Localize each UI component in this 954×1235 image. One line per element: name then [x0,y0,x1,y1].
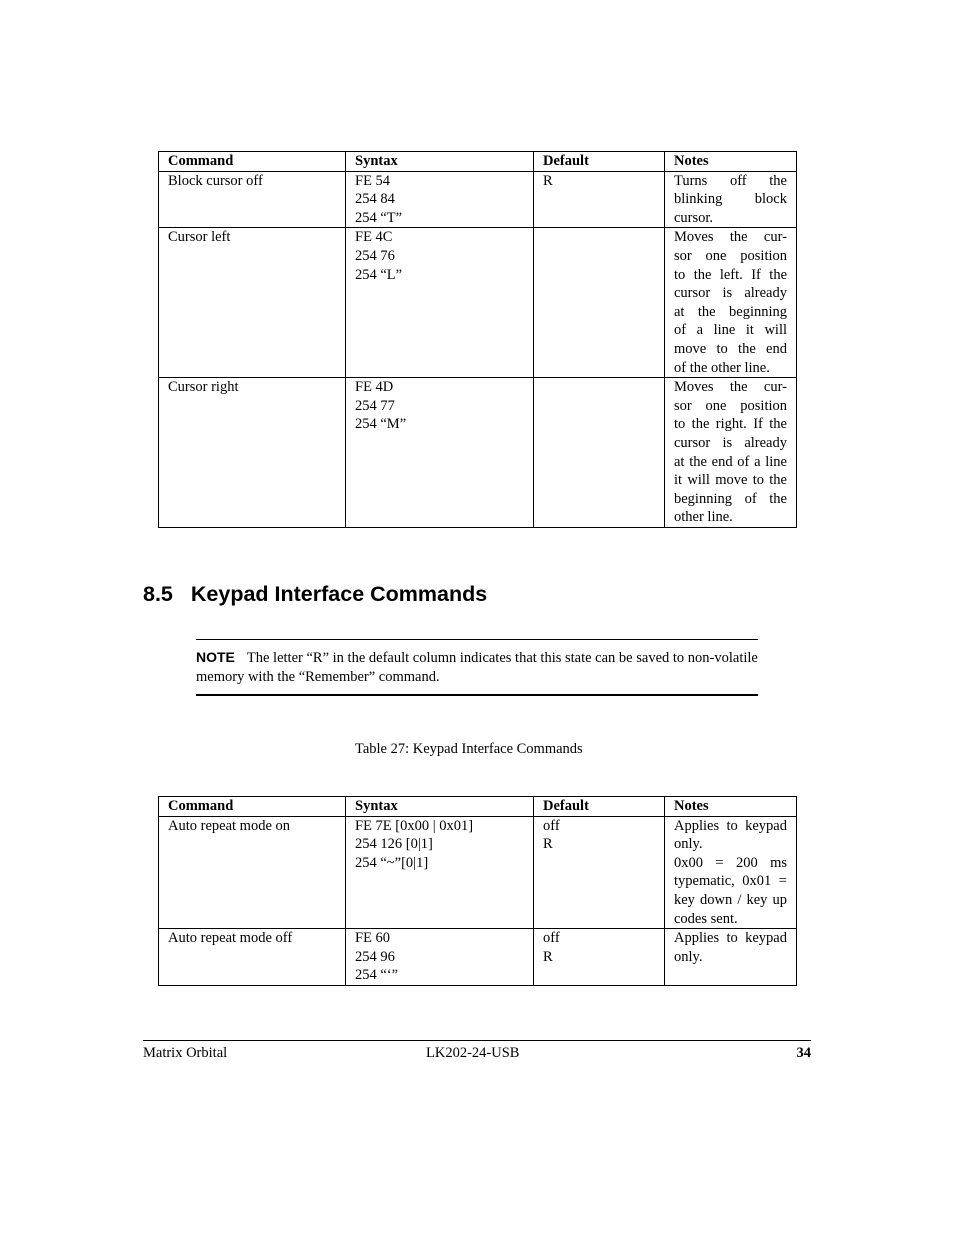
cell-notes-line: 0x00 = 200 ms [674,854,787,871]
commands-table-keypad [158,796,797,986]
cell-notes-line: to the right. If the [674,416,787,433]
cell-default-line: off [543,930,560,947]
cell-notes-line: at the end of a line [674,453,787,470]
cell-syntax-line: FE 7E [0x00 | 0x01] [355,817,474,834]
cell-notes-line: key down / key up [674,891,787,908]
cell-notes [665,816,797,929]
note-label: NOTE [196,649,235,665]
cell-notes-line: Applies to keypad [674,817,787,834]
header-default: Default [534,797,665,817]
cell-default [534,929,665,986]
header-notes: Notes [665,152,797,172]
cell-notes-line: sor one position [674,247,787,264]
cell-command: Cursor left [159,228,346,378]
cell-syntax-line: 254 “M” [355,416,407,433]
cell-notes-line: it will move to the [674,472,787,489]
cell-syntax-line: FE 4C [355,229,393,246]
header-command: Command [159,152,346,172]
cell-syntax-line: FE 4D [355,379,394,396]
table-body [159,171,797,527]
table-row [159,378,797,528]
cell-default-line: R [543,836,553,853]
cell-notes-line: only. [674,836,703,853]
cell-syntax-line: 254 76 [355,247,395,264]
cell-syntax [346,171,534,228]
header-notes: Notes [665,797,797,817]
section-heading [143,582,487,607]
cell-notes [665,378,797,528]
cell-notes-line: cursor is already [674,285,787,302]
cell-default-line: off [543,817,560,834]
table-row [159,228,797,378]
cell-notes-line: of the other line. [674,359,770,376]
footer-model: LK202-24-USB [426,1045,520,1061]
header-command: Command [159,797,346,817]
cell-notes-line: codes sent. [674,910,738,927]
cell-command: Auto repeat mode off [159,929,346,986]
header-syntax: Syntax [346,797,534,817]
table-header-row [159,797,797,817]
cell-notes-line: sor one position [674,397,787,414]
table-row [159,929,797,986]
cell-notes-line: typematic, 0x01 = [674,873,787,890]
note-box [196,639,758,696]
cell-syntax-line: 254 “T” [355,209,403,226]
cell-notes-line: Moves the cur- [674,379,787,396]
header-syntax: Syntax [346,152,534,172]
cell-notes-line: Applies to keypad [674,930,787,947]
cell-default-line: R [543,948,553,965]
cell-notes [665,171,797,228]
cell-notes-line: only. [674,948,703,965]
cell-syntax-line: 254 “‘” [355,967,399,984]
footer-company: Matrix Orbital [143,1045,228,1061]
cell-syntax [346,228,534,378]
cell-default [534,378,665,528]
cell-command: Auto repeat mode on [159,816,346,929]
note-text-block [196,648,758,686]
cell-syntax [346,378,534,528]
table-row [159,816,797,929]
cell-syntax-line: 254 “~”[0|1] [355,854,429,871]
cell-command: Cursor right [159,378,346,528]
cell-syntax-line: FE 60 [355,930,391,947]
table-header-row [159,152,797,172]
cell-default-line: R [543,172,553,189]
header-default: Default [534,152,665,172]
commands-table-top [158,151,797,528]
cell-syntax-line: 254 “L” [355,266,403,283]
table-caption: Table 27: Keypad Interface Commands [355,741,583,757]
cell-notes-line: blinking block [674,191,787,208]
cell-notes-line: other line. [674,509,733,526]
cell-syntax-line: FE 54 [355,172,391,189]
cell-syntax-line: 254 84 [355,191,395,208]
cell-notes [665,929,797,986]
cell-notes-line: move to the end [674,340,787,357]
table-row [159,171,797,228]
cell-notes-line: beginning of the [674,490,787,507]
section-title: Keypad Interface Commands [190,582,488,606]
cell-notes-line: cursor. [674,209,714,226]
table-body [159,816,797,985]
cell-syntax-line: 254 96 [355,948,395,965]
cell-syntax [346,929,534,986]
cell-notes [665,228,797,378]
cell-notes-line: of a line it will [674,322,787,339]
cell-default [534,816,665,929]
cell-syntax [346,816,534,929]
cell-command: Block cursor off [159,171,346,228]
cell-notes-line: Moves the cur- [674,229,787,246]
cell-notes-line: at the beginning [674,303,787,320]
section-number: 8.5 [143,582,173,606]
cell-notes-line: cursor is already [674,434,787,451]
cell-notes-line: Turns off the [674,172,787,189]
cell-default [534,228,665,378]
cell-notes-line: to the left. If the [674,266,787,283]
note-body: The letter “R” in the default column indicates that this state can be saved to non-volatile memory with the “Remember” command. [196,650,758,685]
cell-syntax-line: 254 126 [0|1] [355,836,433,853]
page-number: 34 [796,1045,811,1061]
cell-syntax-line: 254 77 [355,397,395,414]
footer-rule [143,1040,811,1041]
cell-default [534,171,665,228]
